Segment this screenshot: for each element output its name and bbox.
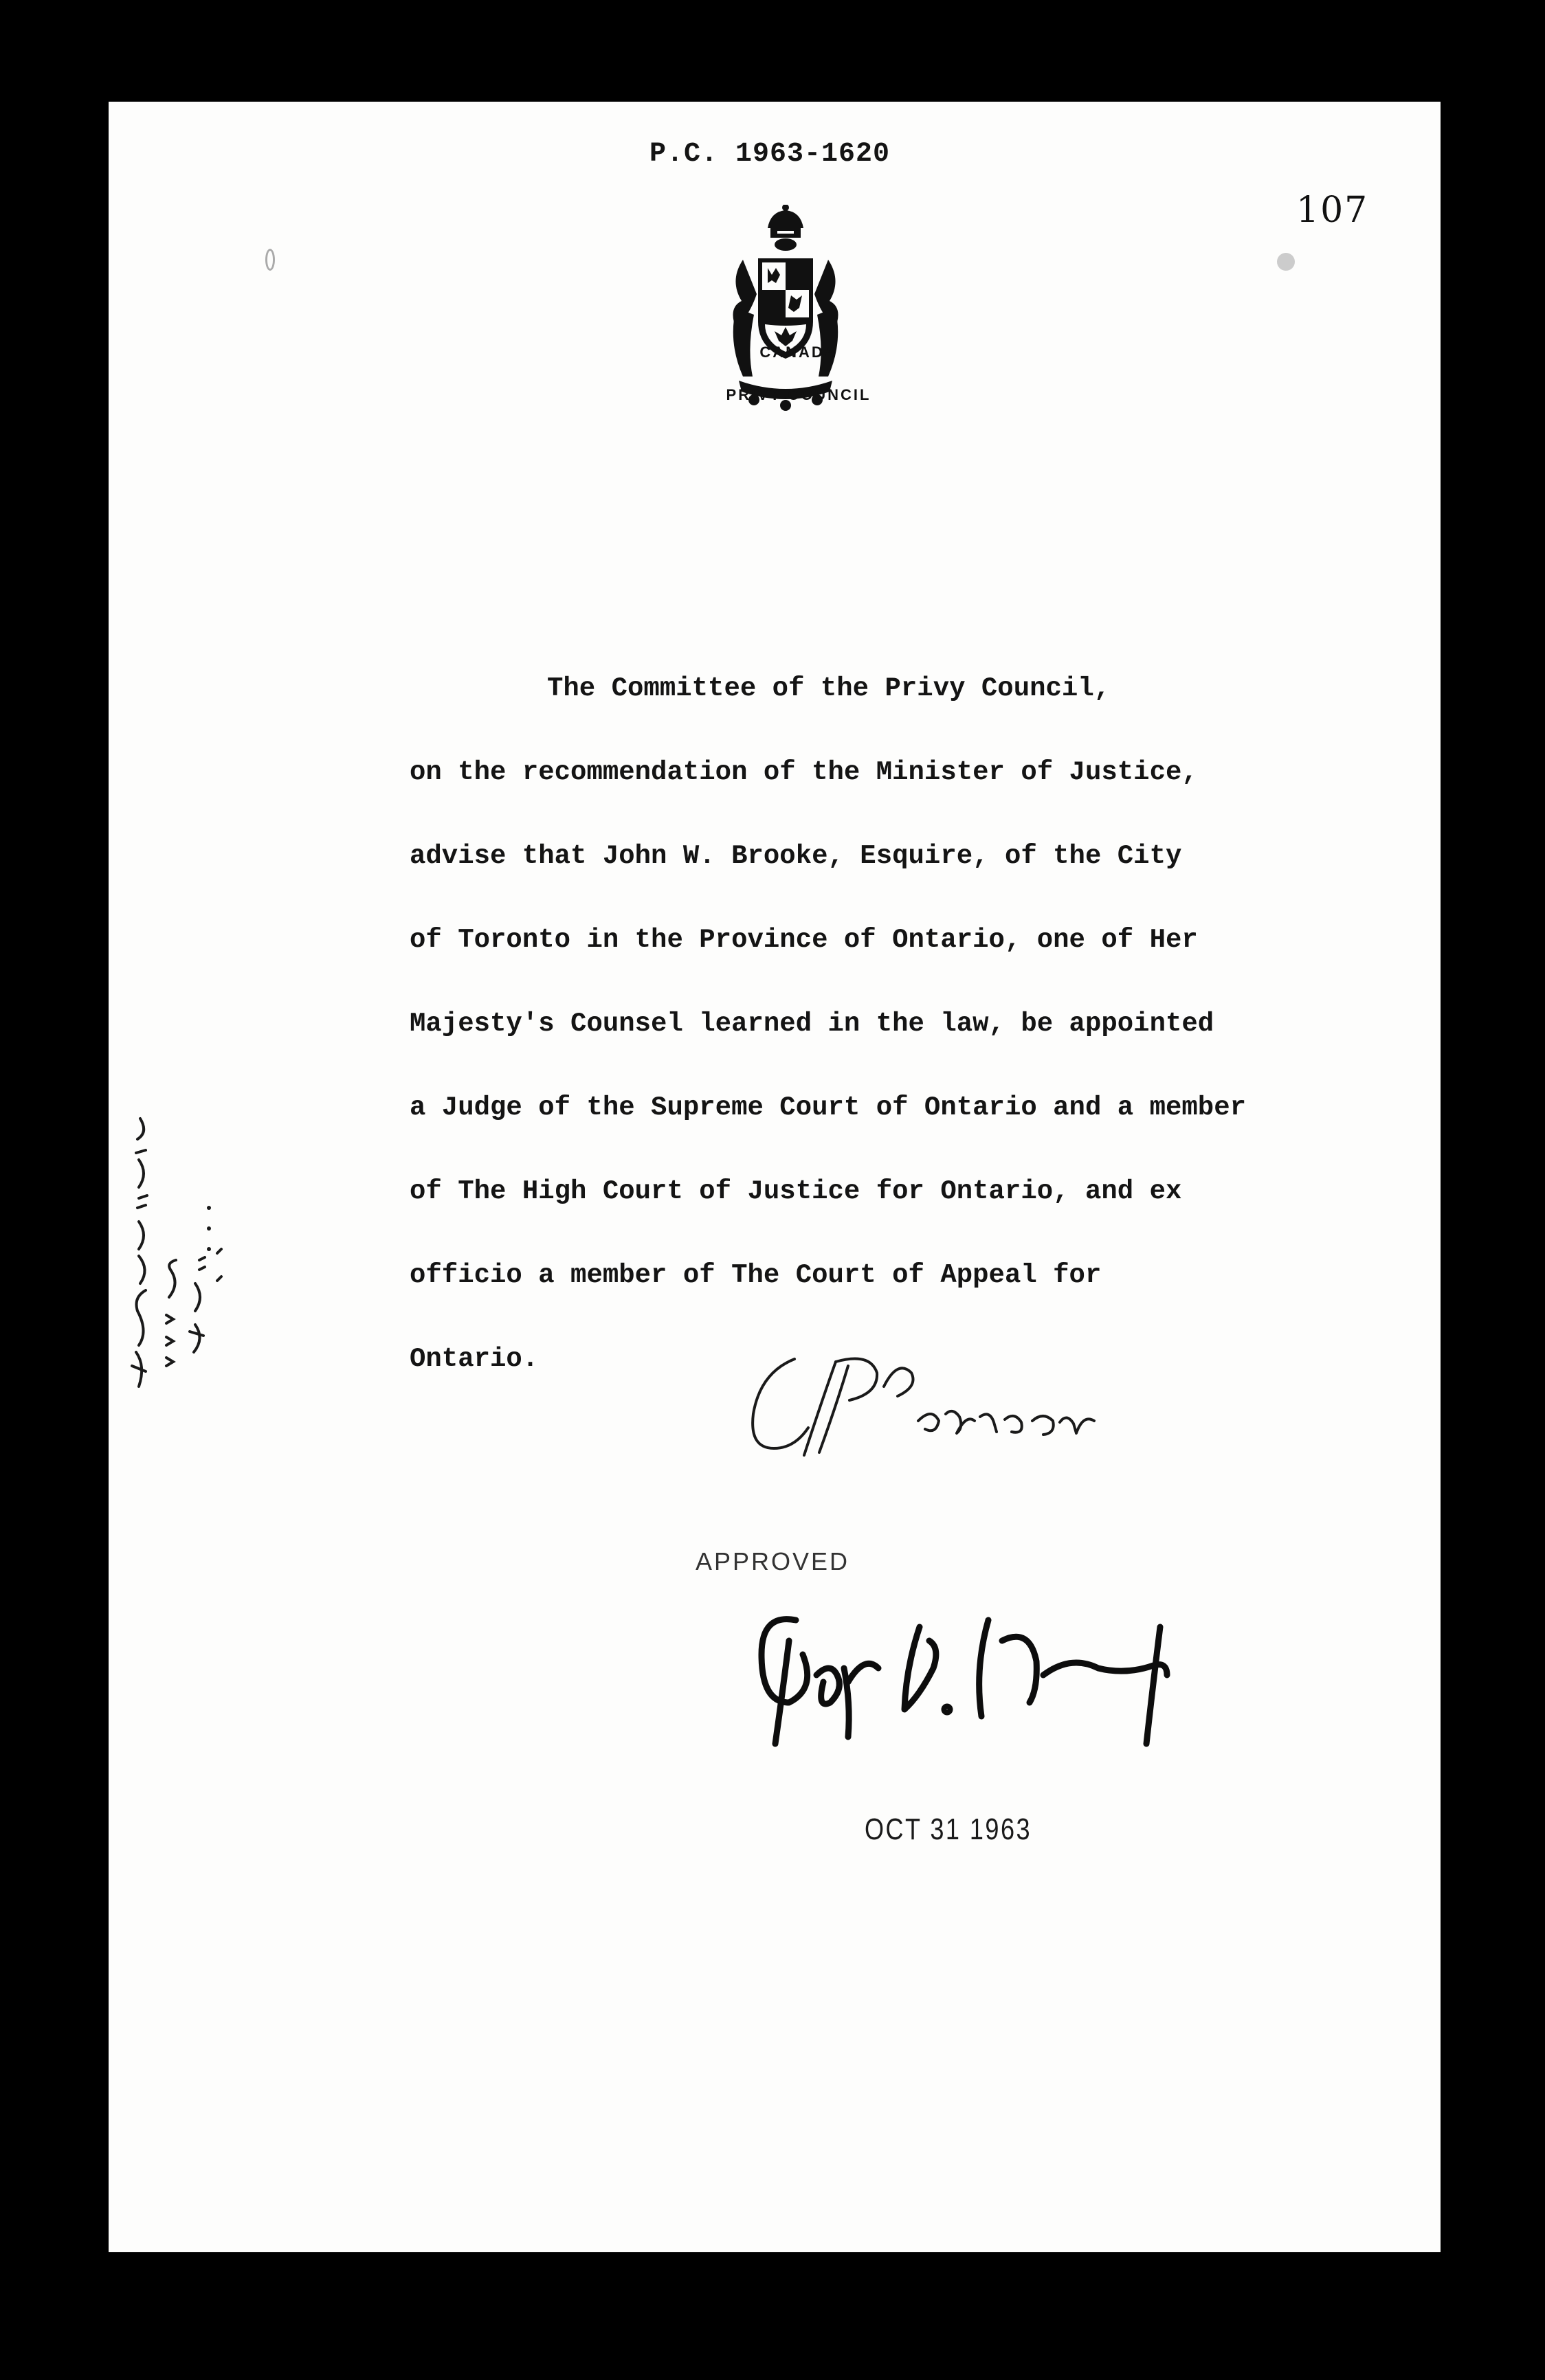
body-line: a Judge of the Supreme Court of Ontario and a member bbox=[410, 1092, 1246, 1123]
margin-handwritten-note bbox=[118, 1105, 228, 1393]
body-line: of The High Court of Justice for Ontario, and ex bbox=[410, 1176, 1182, 1206]
punch-hole-mark bbox=[265, 249, 275, 271]
order-number: P.C. 1963-1620 bbox=[649, 139, 891, 170]
body-line: Ontario. bbox=[410, 1344, 539, 1374]
document-page bbox=[109, 102, 1441, 2252]
body-line: The Committee of the Privy Council, bbox=[547, 673, 1111, 704]
body-line: officio a member of The Court of Appeal for bbox=[410, 1260, 1102, 1290]
prime-minister-signature bbox=[733, 1345, 1159, 1469]
order-body bbox=[410, 647, 1406, 1401]
body-line: of Toronto in the Province of Ontario, one of Her bbox=[410, 925, 1198, 955]
page-number: 107 bbox=[1296, 190, 1369, 231]
body-line: advise that John W. Brooke, Esquire, of the City bbox=[410, 841, 1182, 871]
country-label: CANADA bbox=[759, 344, 838, 361]
approved-label: APPROVED bbox=[696, 1547, 850, 1575]
governor-general-signature bbox=[713, 1599, 1249, 1764]
approval-date-stamp: OCT 31 1963 bbox=[865, 1812, 1032, 1846]
body-line: on the recommendation of the Minister of Justice, bbox=[410, 757, 1198, 787]
issuing-body-label: PRIVY COUNCIL bbox=[726, 386, 871, 403]
body-line: Majesty's Counsel learned in the law, be appointed bbox=[410, 1009, 1214, 1039]
scan-speck bbox=[1277, 253, 1295, 271]
